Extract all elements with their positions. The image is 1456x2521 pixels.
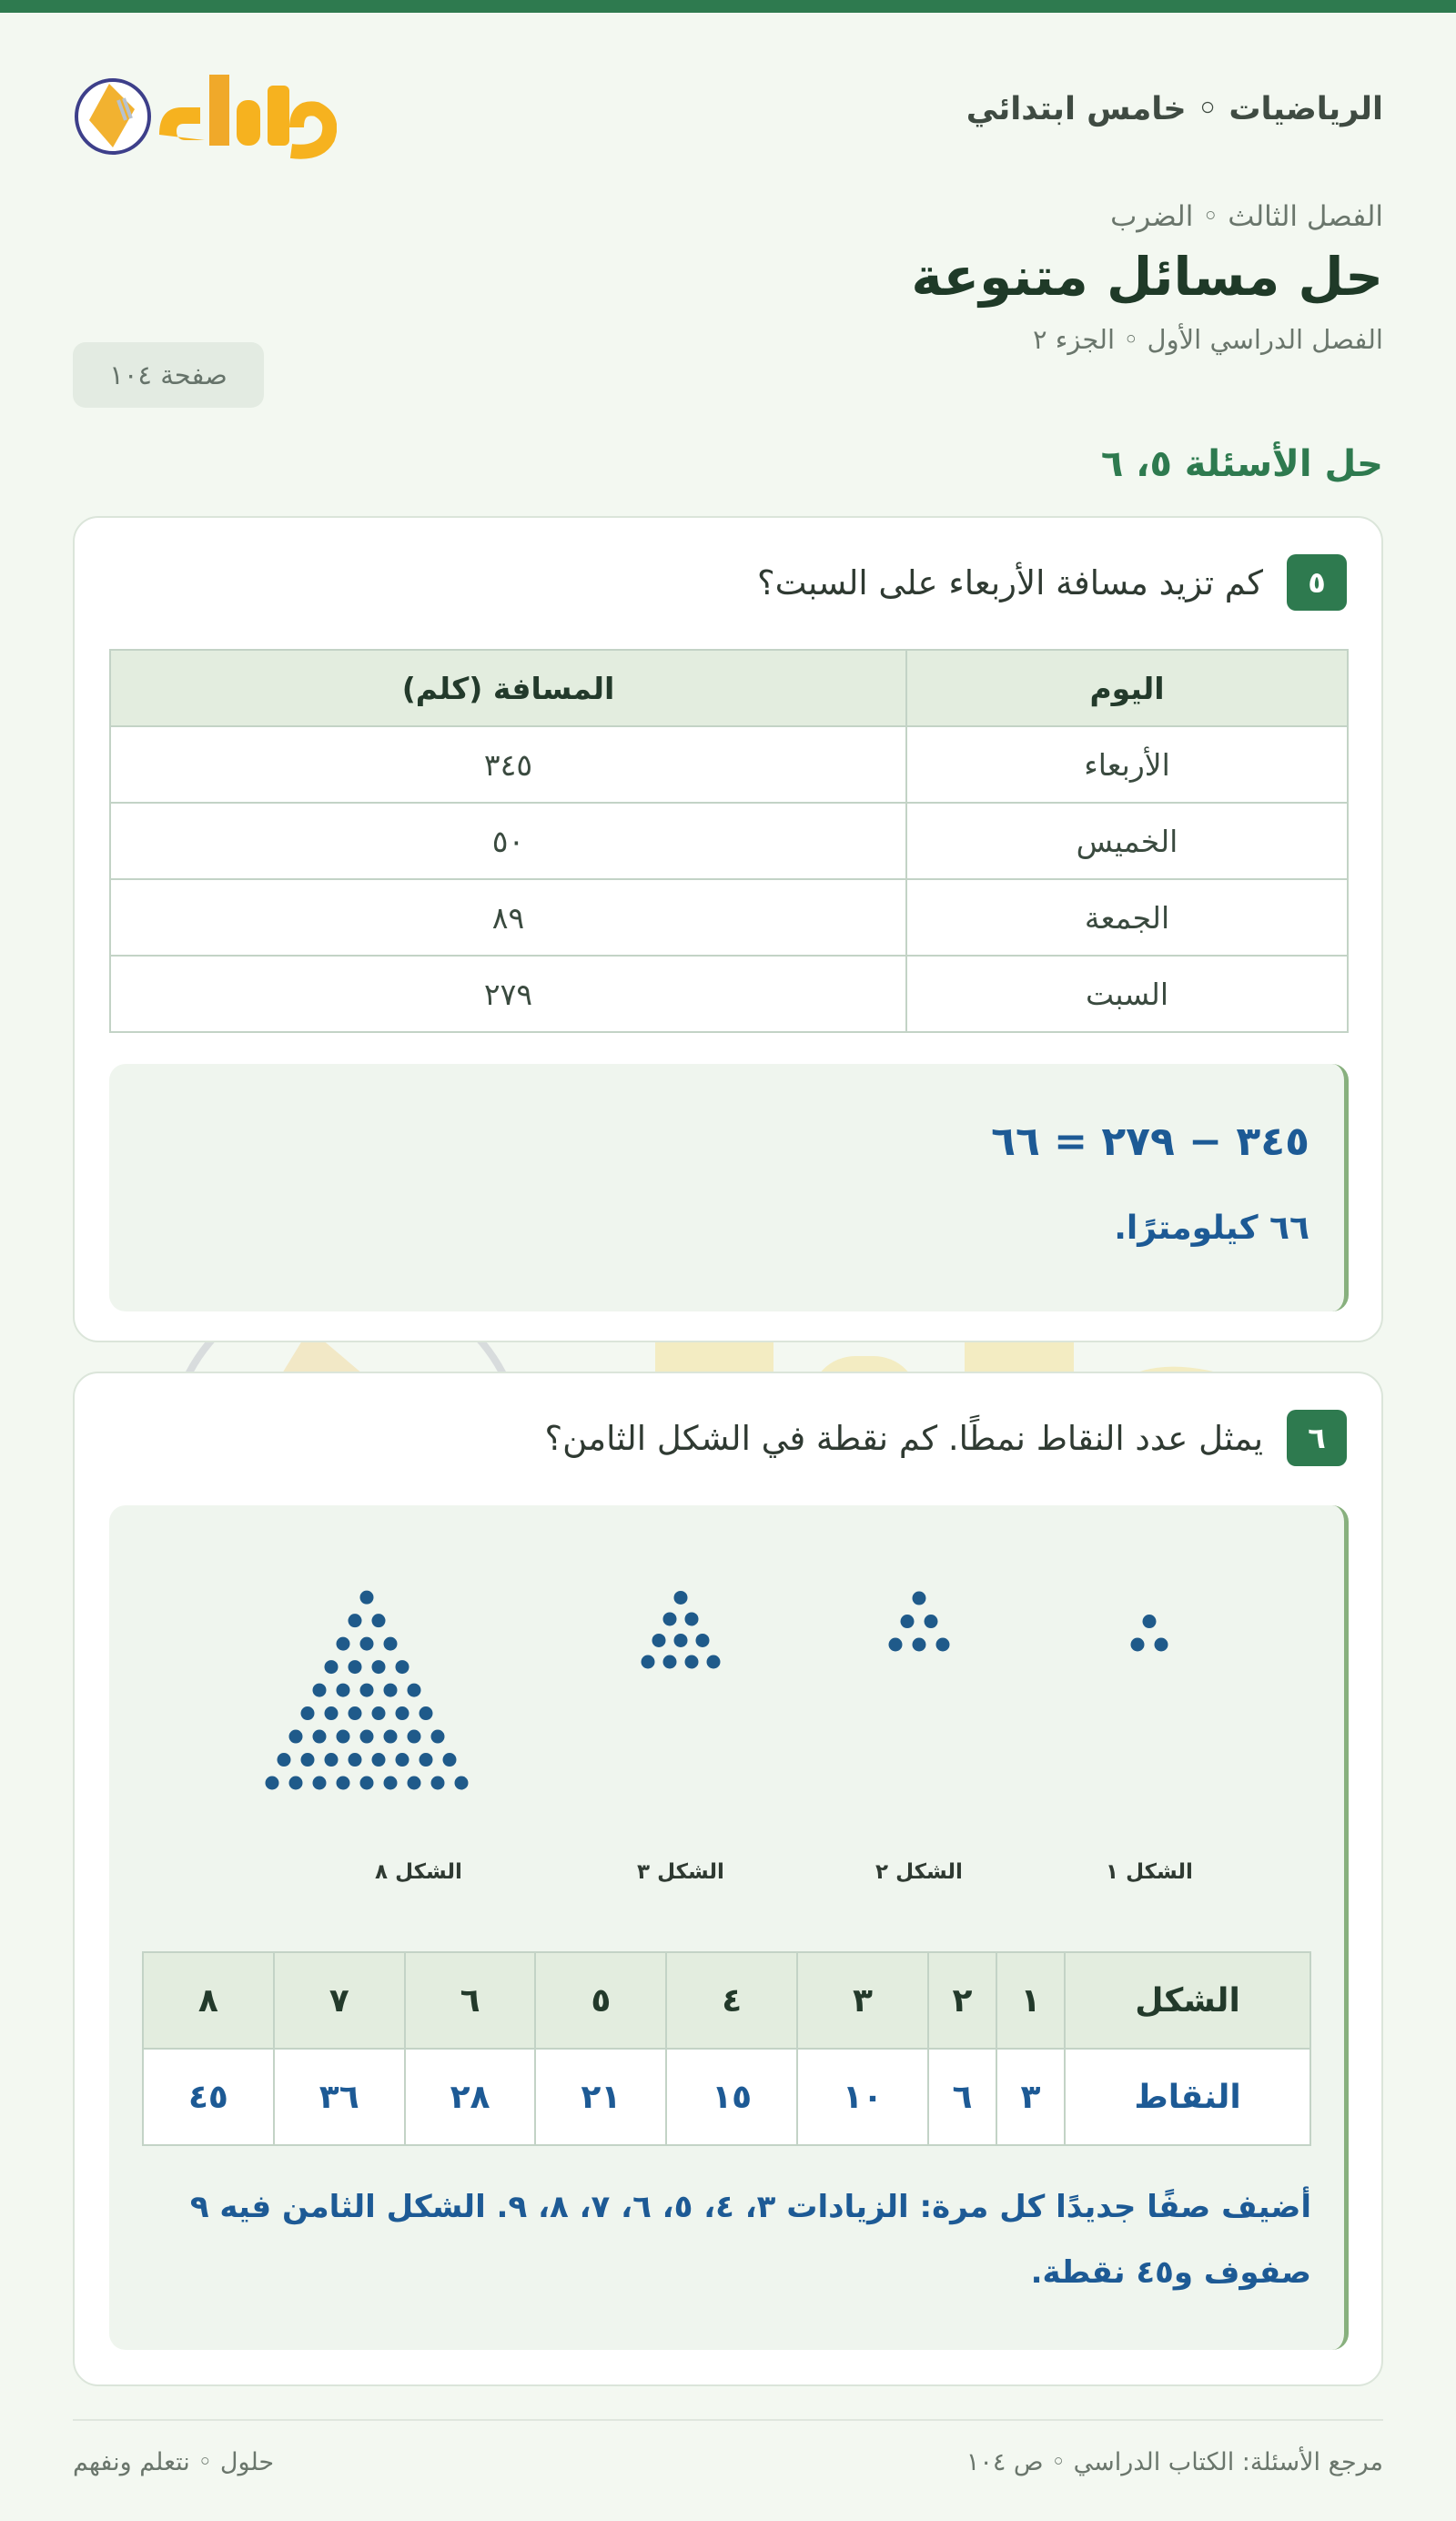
dot (384, 1777, 398, 1790)
dot (674, 1634, 688, 1647)
day-cell: السبت (906, 956, 1348, 1032)
question-5-answer-box (109, 1064, 1349, 1311)
points-cell: ٤٥ (143, 2049, 274, 2145)
dot (360, 1591, 374, 1605)
dot (372, 1660, 386, 1674)
footer-tagline: حلول ◦ نتعلم ونفهم (73, 2448, 275, 2476)
dot (337, 1730, 350, 1744)
section-heading: حل الأسئلة ٥، ٦ (1100, 443, 1383, 485)
dot (663, 1655, 677, 1669)
dot (278, 1753, 291, 1767)
dot (325, 1660, 339, 1674)
figure-cell: ٢ (928, 1952, 996, 2049)
day-cell: الأربعاء (906, 726, 1348, 803)
figure-label-2: الشكل ٢ (875, 1860, 963, 1884)
dot (360, 1730, 374, 1744)
dot (674, 1591, 688, 1605)
dot (313, 1684, 327, 1697)
dot (266, 1777, 279, 1790)
dot (652, 1634, 666, 1647)
question-6-card (73, 1372, 1383, 2386)
question-5-text: كم تزيد مسافة الأربعاء على السبت؟ (756, 562, 1263, 602)
day-cell: الخميس (906, 803, 1348, 879)
dot (349, 1660, 362, 1674)
dot (313, 1730, 327, 1744)
top-accent-bar (0, 0, 1456, 13)
dot (313, 1777, 327, 1790)
question-5-header (757, 554, 1347, 611)
dot (384, 1637, 398, 1651)
points-cell: ٣٦ (274, 2049, 405, 2145)
dot (936, 1638, 950, 1652)
footer-reference: مرجع الأسئلة: الكتاب الدراسي ◦ ص ١٠٤ (966, 2448, 1383, 2476)
dot (325, 1706, 339, 1720)
dot (913, 1592, 926, 1605)
table-row-figures (143, 1952, 1310, 2049)
points-cell: ١٥ (666, 2049, 797, 2145)
points-cell: ٣ (996, 2049, 1065, 2145)
row-header-figure: الشكل (1065, 1952, 1310, 2049)
dot (349, 1614, 362, 1627)
figure-cell: ١ (996, 1952, 1065, 2049)
dot (384, 1730, 398, 1744)
dot (337, 1684, 350, 1697)
figure-label-3: الشكل ٣ (637, 1860, 724, 1884)
brand-logo (73, 64, 337, 164)
dot (372, 1753, 386, 1767)
dot (289, 1730, 303, 1744)
dot (325, 1753, 339, 1767)
distance-cell: ٨٩ (110, 879, 906, 956)
dot (707, 1655, 721, 1669)
pattern-table (142, 1951, 1311, 2146)
dot (1131, 1638, 1145, 1652)
dot (420, 1706, 433, 1720)
points-cell: ١٠ (797, 2049, 928, 2145)
dot-pattern-figures (109, 1505, 1344, 1906)
dot (685, 1655, 699, 1669)
dot (685, 1612, 699, 1625)
dot (337, 1777, 350, 1790)
dot (431, 1730, 445, 1744)
dot (360, 1637, 374, 1651)
dot (1143, 1615, 1157, 1628)
dot (349, 1753, 362, 1767)
dot (372, 1706, 386, 1720)
question-5-card (73, 516, 1383, 1342)
figure-cell: ٥ (535, 1952, 666, 2049)
column-header-day: اليوم (906, 650, 1348, 726)
footer-divider (73, 2419, 1383, 2421)
answer-text: ٦٦ كيلومترًا. (1114, 1210, 1309, 1247)
dot (396, 1706, 410, 1720)
dot (337, 1637, 350, 1651)
page-header (73, 64, 1383, 164)
figure-cell: ٣ (797, 1952, 928, 2049)
pattern-explanation: أضيف صفًا جديدًا كل مرة: الزيادات ٣، ٤، ٥، ٦، ٧، ٨، ٩. الشكل الثامن فيه ٩ صفوف و٤٥ نقطة. (189, 2189, 1311, 2291)
column-header-distance: المسافة (كلم) (110, 650, 906, 726)
dot (360, 1777, 374, 1790)
dot (889, 1638, 903, 1652)
dot-figure-1 (1131, 1615, 1168, 1651)
dot (408, 1730, 421, 1744)
figure-label-1: الشكل ١ (1106, 1860, 1193, 1884)
term-label: الفصل الدراسي الأول ◦ الجزء ٢ (1032, 324, 1383, 355)
question-number-badge: ٦ (1287, 1410, 1347, 1466)
dot (289, 1777, 303, 1790)
dot (420, 1753, 433, 1767)
dot (925, 1615, 938, 1628)
dot (360, 1684, 374, 1697)
dot (301, 1753, 315, 1767)
lesson-title-block (291, 200, 1383, 355)
dot (301, 1706, 315, 1720)
dot (384, 1684, 398, 1697)
dot-figure-4 (266, 1591, 469, 1790)
dot (408, 1684, 421, 1697)
figure-label-8: الشكل ٨ (375, 1860, 462, 1884)
figure-cell: ٨ (143, 1952, 274, 2049)
table-row (110, 879, 1348, 956)
question-6-text: يمثل عدد النقاط نمطًا. كم نقطة في الشكل الثامن؟ (544, 1418, 1263, 1458)
dot (901, 1615, 915, 1628)
table-row (110, 956, 1348, 1032)
dot (431, 1777, 445, 1790)
dot (696, 1634, 710, 1647)
lesson-title: حل مسائل متنوعة (911, 246, 1383, 308)
dot (372, 1614, 386, 1627)
question-number-badge: ٥ (1287, 554, 1347, 611)
points-cell: ٦ (928, 2049, 996, 2145)
dot (408, 1777, 421, 1790)
dot (349, 1706, 362, 1720)
distance-cell: ٥٠ (110, 803, 906, 879)
figure-cell: ٧ (274, 1952, 405, 2049)
dot (443, 1753, 457, 1767)
answer-equation: ٣٤٥ − ٢٧٩ = ٦٦ (991, 1119, 1309, 1165)
dot-figure-2 (889, 1592, 950, 1652)
figure-cell: ٤ (666, 1952, 797, 2049)
chapter-label: الفصل الثالث ◦ الضرب (1110, 200, 1383, 233)
dot (396, 1753, 410, 1767)
table-row (110, 803, 1348, 879)
dot (1155, 1638, 1168, 1652)
points-cell: ٢٨ (405, 2049, 536, 2145)
dot (396, 1660, 410, 1674)
dot (455, 1777, 469, 1790)
table-row (110, 726, 1348, 803)
dot-figure-3 (642, 1591, 721, 1669)
distance-cell: ٣٤٥ (110, 726, 906, 803)
points-cell: ٢١ (535, 2049, 666, 2145)
dot (913, 1638, 926, 1652)
figure-cell: ٦ (405, 1952, 536, 2049)
page-number-badge: صفحة ١٠٤ (73, 342, 264, 408)
subject-grade: الرياضيات ◦ خامس ابتدائي (966, 91, 1383, 127)
day-cell: الجمعة (906, 879, 1348, 956)
distance-cell: ٢٧٩ (110, 956, 906, 1032)
question-6-header (544, 1410, 1347, 1466)
distance-table (109, 649, 1349, 1033)
dot (642, 1655, 655, 1669)
table-row-points (143, 2049, 1310, 2145)
dot (663, 1612, 677, 1625)
question-6-answer-box (109, 1505, 1349, 2350)
row-header-points: النقاط (1065, 2049, 1310, 2145)
